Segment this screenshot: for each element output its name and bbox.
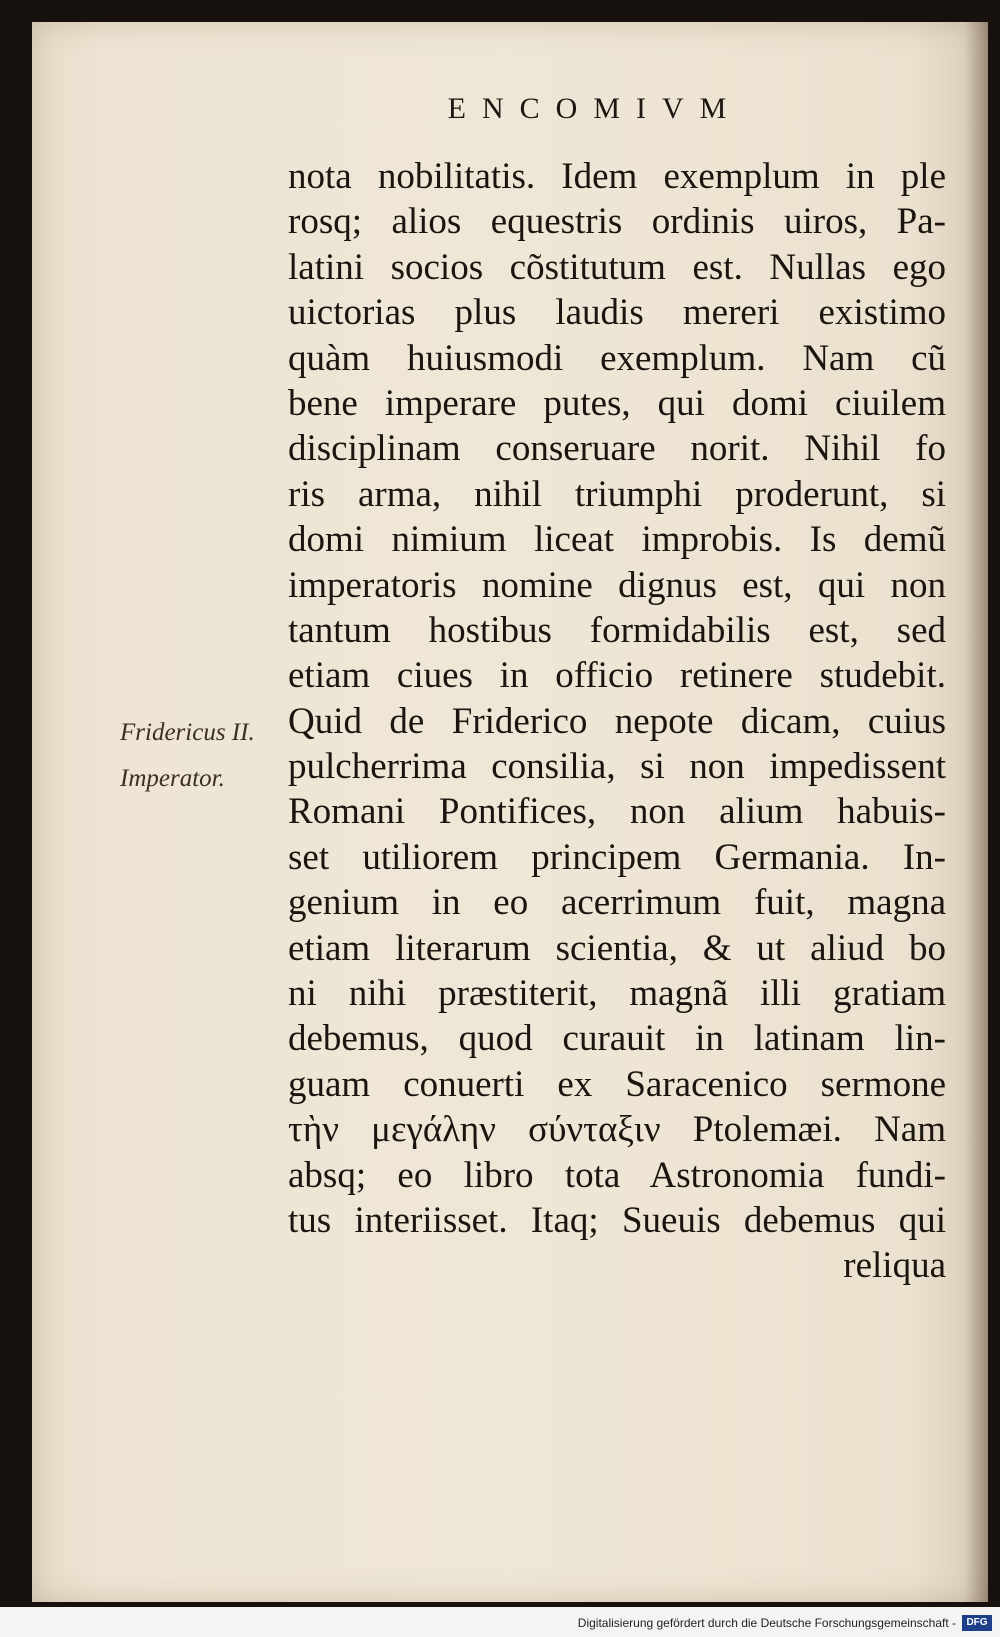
text-line: τὴν μεγάλην σύνταξιν Ptolemæi. Nam — [288, 1109, 946, 1151]
text-line: ni nihi præstiterit, magnã illi gratiam — [288, 973, 946, 1015]
catchword: reliqua — [843, 1245, 946, 1287]
text-line: latini socios cõstitutum est. Nullas ego — [288, 246, 946, 288]
text-line: etiam literarum scientia, & ut aliud bo — [288, 927, 946, 969]
text-line: bene imperare putes, qui domi ciuilem — [288, 382, 946, 424]
text-line: genium in eo acerrimum fuit, magna — [288, 882, 946, 924]
text-line: etiam ciues in officio retinere studebit. — [288, 655, 946, 697]
text-line: domi nimium liceat improbis. Is demũ — [288, 519, 946, 561]
text-line: pulcherrima consilia, si non impedissent — [288, 746, 946, 788]
funding-notice: Digitalisierung gefördert durch die Deutsche Forschungsgemeinschaft - — [577, 1616, 956, 1630]
text-line: ris arma, nihil triumphi proderunt, si — [288, 473, 946, 515]
page-edge-shadow — [964, 22, 988, 1602]
text-line: set utiliorem principem Germania. In- — [288, 836, 946, 878]
text-line: debemus, quod curauit in latinam lin- — [288, 1018, 946, 1060]
text-line: Romani Pontifices, non alium habuis- — [288, 791, 946, 833]
text-line: nota nobilitatis. Idem exemplum in ple — [288, 156, 946, 197]
footer-bar — [0, 1607, 1000, 1637]
book-page — [32, 22, 988, 1602]
marginal-note-1: Fridericus II. — [120, 719, 255, 746]
marginal-note-2: Imperator. — [120, 765, 225, 792]
body-text — [288, 154, 946, 1289]
dfg-logo: DFG — [962, 1615, 992, 1631]
running-head: ENCOMIVM — [447, 92, 743, 125]
text-line: tantum hostibus formidabilis est, sed — [288, 609, 946, 651]
text-line: rosq; alios equestris ordinis uiros, Pa- — [288, 201, 946, 243]
text-line: absq; eo libro tota Astronomia fundi- — [288, 1154, 946, 1196]
text-line: uictorias plus laudis mereri existimo — [288, 292, 946, 334]
text-line: imperatoris nomine dignus est, qui non — [288, 564, 946, 606]
text-line: guam conuerti ex Saracenico sermone — [288, 1063, 946, 1105]
text-line: disciplinam conseruare norit. Nihil fo — [288, 428, 946, 470]
text-line: tus interiisset. Itaq; Sueuis debemus qui — [288, 1199, 946, 1241]
text-line: quàm huiusmodi exemplum. Nam cũ — [288, 337, 946, 379]
text-line: Quid de Friderico nepote dicam, cuius — [288, 700, 946, 742]
